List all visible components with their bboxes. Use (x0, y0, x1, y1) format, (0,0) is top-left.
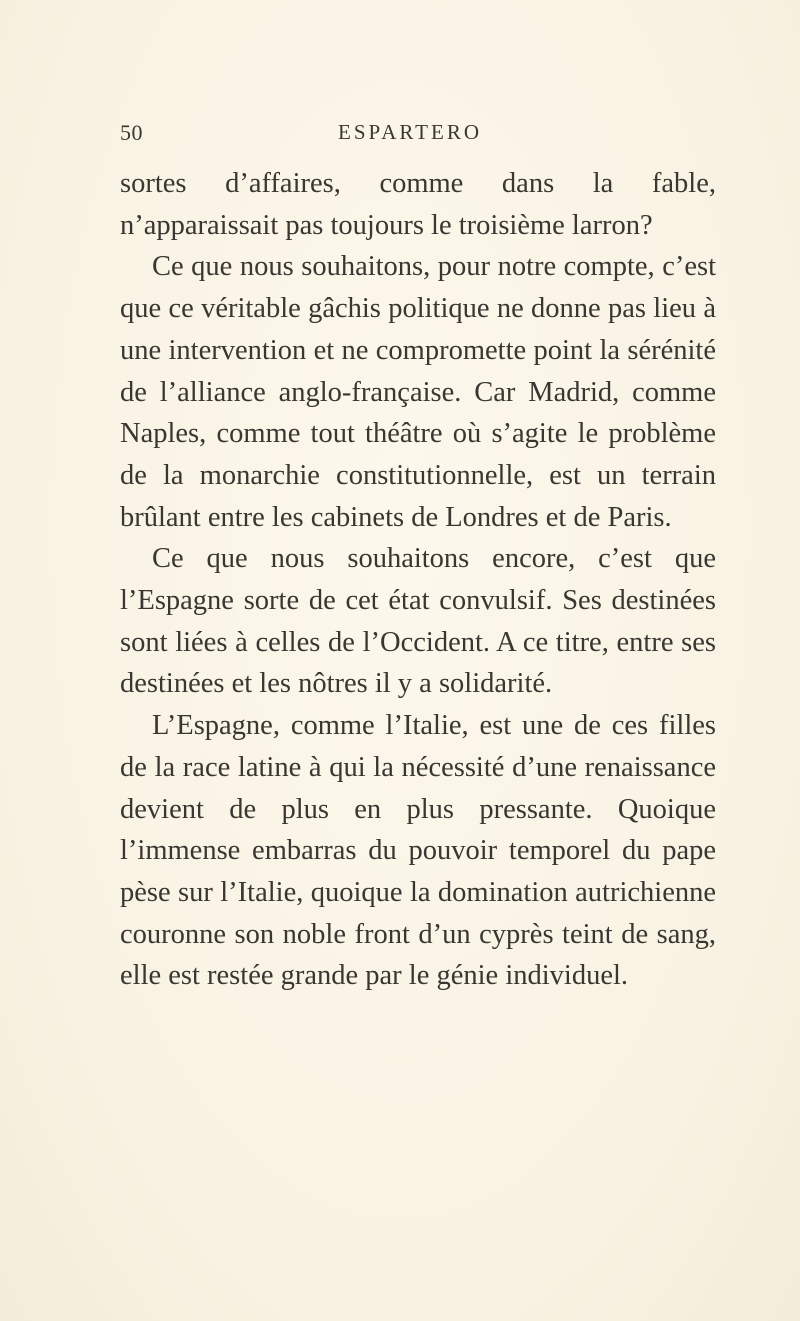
paragraph: Ce que nous souhaitons encore, c’est que l’Espagne sorte de cet état convulsif. Ses destinées sont liées à celles de l’Occident. A ce titre, entre ses destinées et les nôtres il y a solidarité. (120, 543, 716, 700)
page-number: 50 (120, 120, 143, 145)
body-text (120, 163, 716, 997)
running-title: ESPARTERO (338, 120, 482, 144)
paragraph: L’Espagne, comme l’Italie, est une de ces filles de la race latine à qui la nécessité d’une renaissance devient de plus en plus pressante. Quoique l’immense embarras du pouvoir temporel du pape pèse sur l’Italie, quoique la domination autrichienne couronne son noble front d’un cyprès teint de sang, elle est restée grande par le génie individuel. (120, 710, 716, 992)
paragraph: Ce que nous souhaitons, pour notre compte, c’est que ce véritable gâchis politique ne donne pas lieu à une intervention et ne compromette point la sérénité de l’alliance anglo-française. Car Madrid, comme Naples, comme tout théâtre où s’agite le problème de la monarchie constitutionnelle, est un terrain brûlant entre les cabinets de Londres et de Paris. (120, 251, 716, 533)
page-header (120, 120, 720, 150)
paragraph: sortes d’affaires, comme dans la fable, n’apparaissait pas toujours le troisième larron? (120, 168, 716, 241)
